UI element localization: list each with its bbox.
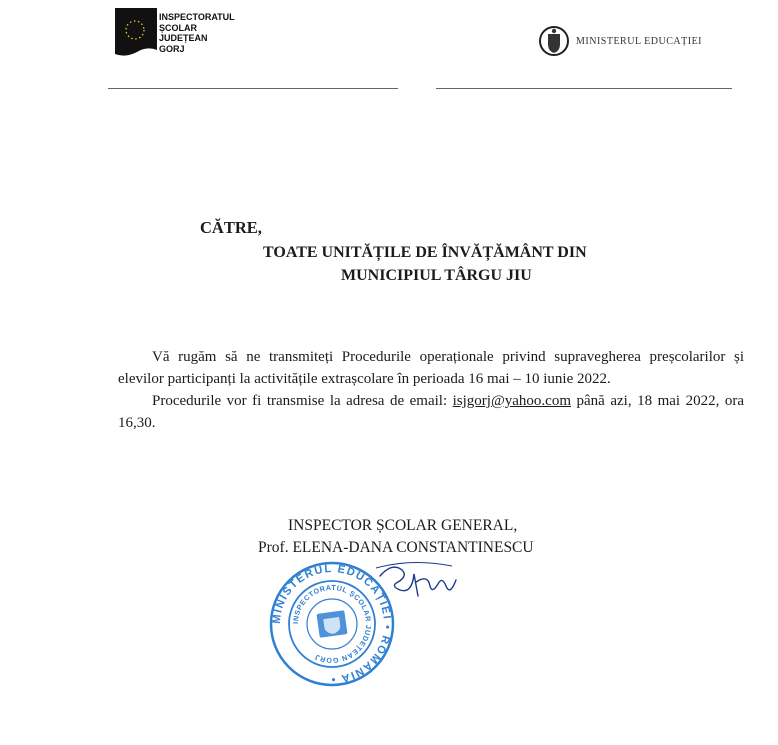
ministry-name: MINISTERUL EDUCAȚIEI bbox=[576, 36, 703, 47]
email-link[interactable]: isjgorj@yahoo.com bbox=[452, 393, 572, 409]
stamp-inner-text-path: INSPECTORATUL ȘCOLAR JUDEȚEAN GORJ bbox=[290, 582, 374, 666]
addressee-line-2: MUNICIPIUL TÂRGU JIU bbox=[341, 267, 532, 284]
to-label: CĂTRE, bbox=[200, 218, 262, 237]
header-divider-left bbox=[108, 88, 398, 89]
paragraph-2-end: până azi, 18 mai 2022, ora 16,30. bbox=[118, 393, 744, 431]
header-divider-right bbox=[436, 88, 732, 89]
paragraph-2-start: Procedurile vor fi transmise la adresa de email: bbox=[152, 393, 453, 409]
stamp-coat-of-arms-icon bbox=[316, 610, 347, 638]
paragraph-1: Vă rugăm să ne transmiteți Procedurile operaționale privind supravegherea preșcolarilor și elevilor participanți la activitățile extrașcolare în perioada 16 mai – 10 iunie 2022. bbox=[118, 349, 744, 387]
addressee-line-1: TOATE UNITĂȚILE DE ÎNVĂȚĂMÂNT DIN bbox=[263, 244, 587, 261]
isj-line-1: INSPECTORATUL bbox=[159, 12, 235, 22]
isj-line-4: GORJ bbox=[159, 43, 185, 54]
paragraph-2 bbox=[118, 390, 744, 434]
isj-line-3: JUDEȚEAN bbox=[159, 33, 208, 43]
handwritten-signature bbox=[372, 556, 462, 606]
signatory-name: Prof. ELENA-DANA CONSTANTINESCU bbox=[258, 539, 534, 556]
isj-logo-icon bbox=[113, 6, 159, 62]
stamp-outer-text-path: MINISTERUL EDUCAȚIEI • ROMÂNIA • bbox=[270, 562, 394, 686]
isj-line-2: ȘCOLAR bbox=[159, 22, 197, 33]
letter-body bbox=[118, 346, 744, 434]
isj-name bbox=[159, 12, 235, 54]
signatory-title: INSPECTOR ȘCOLAR GENERAL, bbox=[288, 517, 518, 534]
romania-coat-of-arms-icon bbox=[538, 22, 570, 60]
